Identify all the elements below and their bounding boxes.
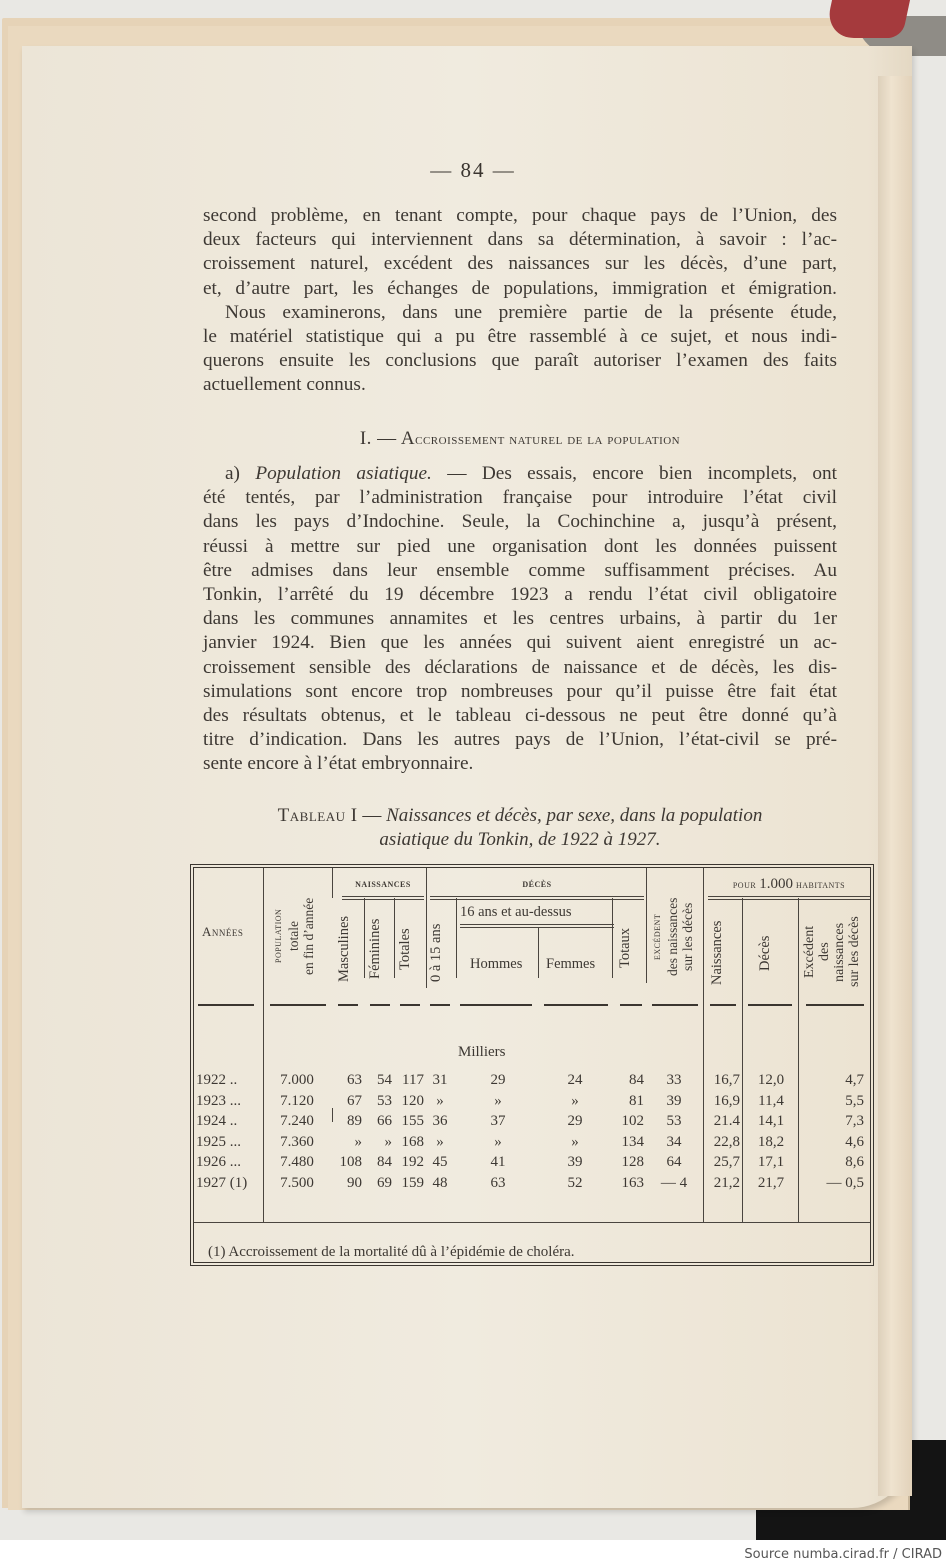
cell-r-deces: 11,4 — [758, 1092, 784, 1109]
cell-d-0-15: » — [436, 1092, 444, 1109]
cell-excedent: 39 — [666, 1092, 682, 1109]
cell-r-excedent: 4,7 — [845, 1072, 864, 1088]
cell-r-deces: 18,2 — [757, 1133, 785, 1150]
cell-r-naiss: 25,7 — [713, 1154, 740, 1171]
text-line: des résultats obtenus, et le tableau ci-dessous ne peut être donné qu’à — [203, 705, 837, 727]
header-pour-1000 — [708, 876, 870, 893]
cell-d-hommes: 29 — [490, 1072, 506, 1088]
cell-n-fem: » — [384, 1133, 392, 1150]
cell-n-tot: 120 — [401, 1092, 424, 1109]
col-rule — [456, 898, 457, 978]
header-deces: décès — [522, 878, 552, 890]
header-excedent-2: des naissances — [665, 897, 680, 977]
cell-r-deces: 17,1 — [757, 1154, 785, 1171]
col-rule — [646, 868, 647, 983]
subsection-label: a) — [225, 463, 256, 484]
cell-d-0-15: 48 — [432, 1175, 448, 1191]
header-masculines: Masculines — [336, 915, 352, 983]
cell-d-hommes: 41 — [490, 1154, 506, 1171]
cell-d-totaux: 102 — [621, 1113, 644, 1130]
cell-population: 7.120 — [280, 1092, 314, 1109]
rule — [708, 896, 870, 897]
header-excedent-rate-1: Excédent — [802, 925, 817, 979]
cell-r-deces: 21,7 — [757, 1175, 785, 1191]
header-excedent-1: excédent — [651, 913, 663, 961]
header-underline — [620, 1004, 642, 1006]
table-footnote: (1) Accroissement de la mortalité dû à l’épidémie de choléra. — [208, 1244, 575, 1260]
header-annees: Années — [202, 924, 244, 939]
text-line: dans les pays d’Indochine. Seule, la Cochinchine a, jusqu’à présent, — [203, 511, 837, 533]
cell-d-hommes: » — [494, 1133, 502, 1150]
header-underline — [544, 1004, 608, 1006]
cell-n-masc: » — [354, 1133, 362, 1150]
cell-n-masc: 67 — [347, 1092, 362, 1109]
cell-d-femmes: 39 — [567, 1154, 583, 1171]
cell-r-excedent: 8,6 — [845, 1154, 864, 1171]
cell-n-tot: 155 — [401, 1113, 424, 1130]
cell-d-0-15: 31 — [432, 1072, 448, 1088]
col-rule — [798, 898, 799, 1222]
text-line: querons ensuite les conclusions que paraît autoriser l’examen des faits — [203, 350, 837, 372]
rule — [430, 896, 644, 897]
subsection-paragraph — [203, 462, 837, 777]
text-line: dans les communes annamites et les centres urbains, à partir du 1er — [203, 608, 837, 630]
header-underline — [400, 1004, 420, 1006]
cell-annee: 1926 ... — [196, 1154, 241, 1171]
intro-paragraph — [203, 204, 837, 398]
header-excedent-3: sur les décès — [680, 902, 695, 972]
cell-r-naiss: 21,2 — [713, 1175, 740, 1191]
text-line: Tonkin, l’arrêté du 19 décembre 1923 a rendu l’état civil obligatoire — [203, 584, 837, 606]
cell-n-fem: 84 — [377, 1154, 392, 1171]
cell-excedent: 53 — [666, 1113, 682, 1130]
cell-d-totaux: 81 — [629, 1092, 644, 1109]
cell-population: 7.480 — [280, 1154, 314, 1171]
header-underline — [270, 1004, 326, 1006]
cell-annee: 1925 ... — [196, 1133, 241, 1150]
text-line: janvier 1924. Bien que les années qui suivent aient enregistré un ac- — [203, 632, 837, 654]
col-rule — [612, 898, 613, 978]
page-number: — 84 — — [430, 158, 516, 182]
data-table — [190, 864, 874, 1266]
cell-r-deces: 14,1 — [757, 1113, 785, 1130]
cell-d-totaux: 128 — [621, 1154, 644, 1171]
text-line: titre d’indication. Dans les autres pays de l’Union, l’état-civil se pré- — [203, 729, 837, 751]
cell-excedent: 34 — [666, 1133, 682, 1150]
cell-r-naiss: 16,7 — [713, 1072, 740, 1088]
cell-r-naiss: 21.4 — [713, 1113, 740, 1130]
col-rule — [263, 868, 264, 1222]
cell-excedent: 64 — [666, 1154, 682, 1171]
text-line: simulations sont encore trop nombreuses pour qu’il puisse être fait état — [203, 680, 837, 702]
cell-n-masc: 108 — [339, 1154, 362, 1171]
table-bottom-rule — [194, 1222, 870, 1223]
col-rule — [538, 928, 539, 978]
cell-population: 7.360 — [280, 1133, 314, 1150]
text-line: croissement sensible des déclarations de naissance et de décès, les dis- — [203, 656, 837, 678]
rule — [460, 927, 614, 928]
cell-n-masc: 90 — [347, 1175, 362, 1191]
caption-title-2: asiatique du Tonkin, de 1922 à 1927. — [379, 829, 661, 850]
text-line: croissement naturel, excédent des naissances sur les décès, d’une part, — [203, 253, 837, 275]
header-population — [270, 874, 326, 998]
caption-dash: — — [357, 805, 387, 826]
text-line: le matériel statistique qui a pu être rassemblé à ce sujet, et nous indi- — [203, 326, 837, 348]
cell-r-naiss: 16,9 — [713, 1092, 740, 1109]
cell-n-fem: 69 — [377, 1175, 392, 1191]
cell-annee: 1923 ... — [196, 1092, 241, 1109]
cell-annee: 1924 .. — [196, 1113, 238, 1130]
header-femmes: Femmes — [546, 956, 596, 972]
cell-r-excedent: 5,5 — [845, 1092, 864, 1109]
section-initial: A — [400, 428, 416, 449]
caption-line-2 — [200, 828, 840, 852]
header-population-1: population — [272, 908, 284, 964]
text-line: deux facteurs qui interviennent dans sa détermination, à savoir : l’ac- — [203, 229, 837, 251]
text-line: été tentés, par l’administration française pour introduire l’état civil — [203, 487, 837, 509]
header-pour: pour — [732, 877, 757, 891]
text-line: sente encore à l’état embryonnaire. — [203, 753, 474, 775]
cell-d-hommes: 37 — [490, 1113, 506, 1130]
col-rule — [332, 868, 333, 898]
cell-n-fem: 54 — [377, 1072, 392, 1088]
col-rule — [364, 898, 365, 978]
cell-d-totaux: 134 — [621, 1133, 644, 1150]
header-excedent-rate — [802, 904, 866, 1000]
table-caption — [200, 804, 840, 852]
caption-label: Tableau I — [277, 805, 358, 826]
cell-n-tot: 168 — [401, 1133, 424, 1150]
header-excedent-rate-4: sur les décès — [847, 916, 862, 988]
header-excedent-rate-3: naissances — [832, 922, 847, 982]
cell-r-excedent: 7,3 — [845, 1113, 864, 1130]
header-underline — [338, 1004, 358, 1006]
header-underline — [748, 1004, 792, 1006]
header-1000: 1.000 — [759, 876, 793, 892]
header-underline — [370, 1004, 390, 1006]
cell-r-excedent: 4,6 — [845, 1133, 864, 1150]
cell-d-0-15: » — [436, 1133, 444, 1150]
cell-d-hommes: 63 — [490, 1175, 506, 1191]
cell-d-femmes: 52 — [567, 1175, 583, 1191]
cell-d-femmes: » — [571, 1092, 579, 1109]
source-credit: Source numba.cirad.fr / CIRAD — [744, 1547, 942, 1562]
header-underline — [710, 1004, 736, 1006]
text-line: réussi à mettre sur pied une organisation dont les données puissent — [203, 535, 837, 557]
header-underline — [460, 1004, 532, 1006]
rule — [708, 899, 870, 900]
unit-label: Milliers — [458, 1044, 506, 1060]
header-totaux: Totaux — [617, 927, 633, 969]
cell-n-tot: 159 — [401, 1175, 424, 1191]
header-feminines: Féminines — [367, 918, 383, 980]
rule — [460, 924, 614, 925]
header-deces-rate: Décès — [757, 935, 773, 971]
header-16-ans-plus: 16 ans et au-dessus — [460, 904, 572, 920]
header-population-2: totale — [286, 921, 301, 951]
header-totales: Totales — [397, 928, 413, 970]
header-hommes: Hommes — [470, 956, 523, 972]
cell-n-fem: 66 — [377, 1113, 392, 1130]
header-habitants: habitants — [795, 877, 846, 891]
bookmark-ribbon — [824, 0, 910, 38]
rule — [342, 899, 424, 900]
cell-d-0-15: 36 — [432, 1113, 448, 1130]
subsection-title: Population asiatique. — [255, 463, 432, 484]
text-line: être admises dans leur ensemble comme suffisamment précises. Au — [203, 559, 837, 581]
cell-d-femmes: 29 — [567, 1113, 583, 1130]
cell-r-deces: 12,0 — [757, 1072, 785, 1088]
header-population-3: en fin d’année — [301, 897, 316, 975]
cell-annee: 1927 (1) — [196, 1175, 248, 1191]
section-heading — [190, 428, 850, 450]
cell-d-femmes: 24 — [567, 1072, 583, 1088]
text-line: et, d’autre part, les échanges de populations, immigration et émigration. — [203, 277, 837, 299]
cell-n-fem: 53 — [377, 1092, 392, 1109]
header-underline — [652, 1004, 698, 1006]
cell-d-totaux: 84 — [629, 1072, 644, 1088]
col-rule — [332, 1108, 333, 1122]
text-line — [203, 462, 837, 486]
cell-excedent: 33 — [666, 1072, 682, 1088]
header-excedent-rate-2: des — [817, 942, 832, 962]
col-rule — [742, 898, 743, 1222]
cell-d-0-15: 45 — [432, 1154, 448, 1171]
page-gutter — [878, 76, 912, 1496]
cell-r-naiss: 22,8 — [713, 1133, 740, 1150]
cell-n-tot: 117 — [402, 1072, 424, 1088]
col-rule — [394, 898, 395, 978]
cell-excedent: — 4 — [660, 1175, 688, 1191]
header-excedent — [649, 874, 701, 1000]
cell-d-femmes: » — [571, 1133, 579, 1150]
caption-title-1: Naissances et décès, par sexe, dans la population — [386, 805, 763, 826]
cell-d-totaux: 163 — [621, 1175, 644, 1191]
cell-r-excedent: — 0,5 — [826, 1175, 864, 1191]
header-underline — [198, 1004, 254, 1006]
cell-n-masc: 63 — [347, 1072, 362, 1088]
col-rule — [426, 868, 427, 988]
cell-population: 7.240 — [280, 1113, 314, 1130]
header-naissances-rate: Naissances — [709, 920, 725, 986]
section-numeral: I. — — [359, 428, 401, 449]
caption-line-1 — [200, 804, 840, 828]
text-line: second problème, en tenant compte, pour chaque pays de l’Union, des — [203, 205, 837, 226]
text-line: actuellement connus. — [203, 374, 366, 396]
section-title: ccroissement naturel de la population — [415, 431, 681, 448]
rule — [342, 896, 424, 897]
cell-n-masc: 89 — [347, 1113, 362, 1130]
header-naissances: naissances — [355, 878, 411, 890]
cell-d-hommes: » — [494, 1092, 502, 1109]
header-underline — [430, 1004, 450, 1006]
cell-n-tot: 192 — [401, 1154, 424, 1171]
cell-annee: 1922 .. — [196, 1072, 238, 1088]
cell-population: 7.500 — [280, 1175, 314, 1191]
subsection-text: — Des essais, encore bien incomplets, ont — [431, 463, 838, 484]
header-underline — [806, 1004, 864, 1006]
header-0-15-ans: 0 à 15 ans — [428, 923, 444, 983]
cell-population: 7.000 — [280, 1072, 314, 1088]
text-line: Nous examinerons, dans une première partie de la présente étude, — [225, 301, 837, 323]
